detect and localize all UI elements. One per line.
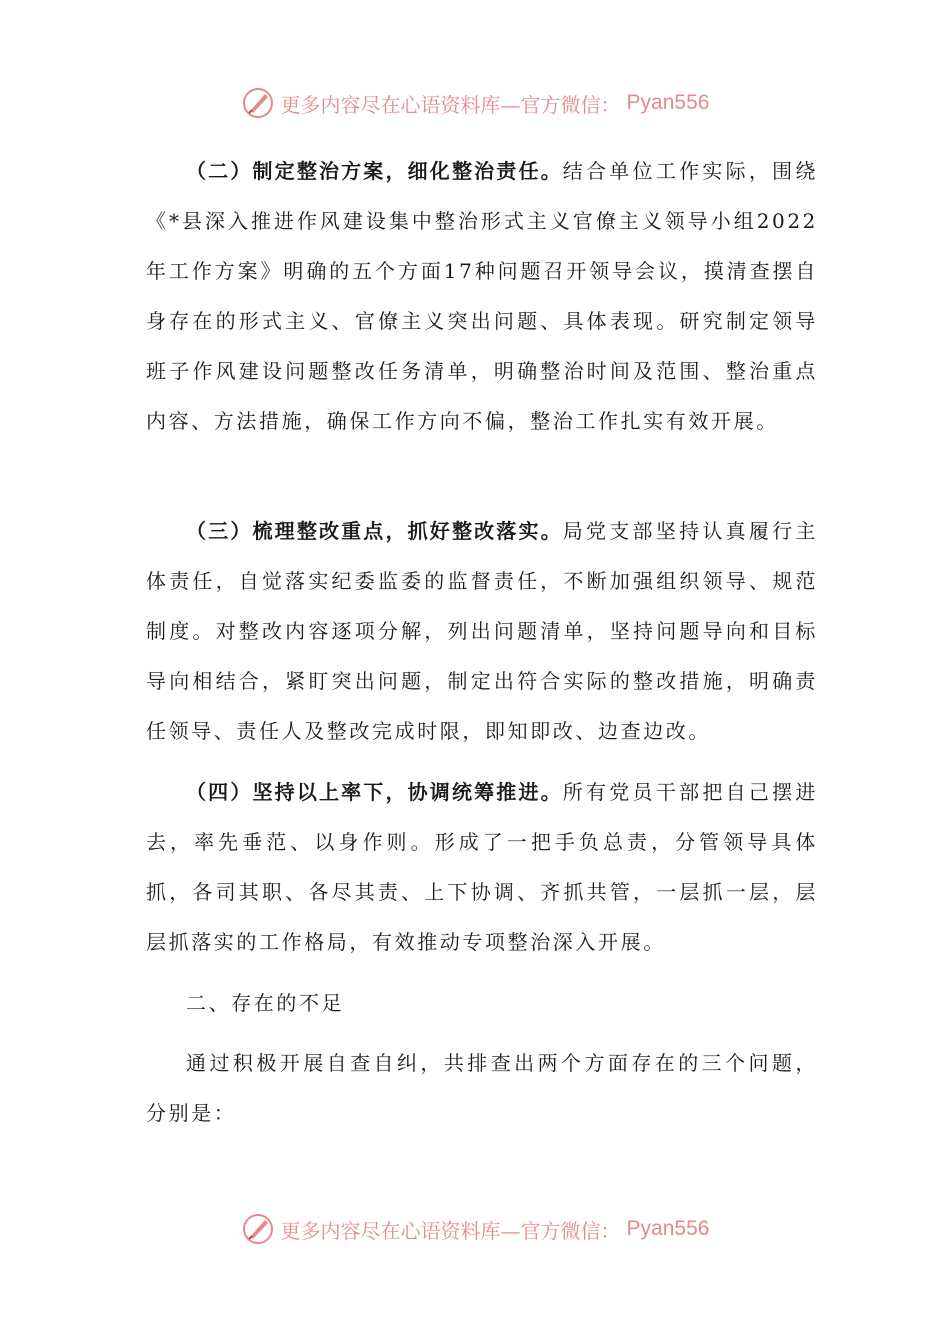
watermark-wechat-id: Pyan556	[626, 1217, 710, 1240]
section-4-heading: （四）坚持以上率下，协调统筹推进。	[186, 780, 563, 804]
section-3-heading: （三）梳理整改重点，抓好整改落实。	[186, 519, 563, 543]
section-2-heading: （二）制定整治方案，细化整治责任。	[186, 159, 563, 183]
paragraph-part-2-intro	[146, 1038, 818, 1138]
part-2-heading	[146, 978, 818, 1028]
part-2-intro-text: 通过积极开展自查自纠，共排查出两个方面存在的三个问题，分别是：	[146, 1051, 818, 1125]
watermark-wechat-id: Pyan556	[626, 91, 710, 114]
watermark-text: 更多内容尽在心语资料库—官方微信：	[280, 92, 621, 117]
watermark-header	[0, 86, 950, 120]
section-2-body: 结合单位工作实际，围绕《*县深入推进作风建设集中整治形式主义官僚主义领导小组2022年工作方案》明确的五个方面17种问题召开领导会议，摸清查摆自身存在的形式主义、官僚主义突出问题、具体表现。研究制定领导班子作风建设问题整改任务清单，明确整治时间及范围、整治重点内容、方法措施，确保工作方向不偏，整治工作扎实有效开展。	[146, 159, 818, 433]
quill-pen-icon	[241, 1212, 275, 1246]
watermark-text: 更多内容尽在心语资料库—官方微信：	[280, 1218, 621, 1243]
paragraph-section-4	[146, 767, 818, 967]
section-4-body: 所有党员干部把自己摆进去，率先垂范、以身作则。形成了一把手负总责，分管领导具体抓，各司其职、各尽其责、上下协调、齐抓共管，一层抓一层，层层抓落实的工作格局，有效推动专项整治深入开展。	[146, 780, 818, 954]
part-2-heading-text: 二、存在的不足	[186, 991, 345, 1015]
quill-pen-icon	[241, 86, 275, 120]
paragraph-section-3	[146, 506, 818, 756]
watermark-footer	[0, 1212, 950, 1246]
section-3-body: 局党支部坚持认真履行主体责任，自觉落实纪委监委的监督责任，不断加强组织领导、规范制度。对整改内容逐项分解，列出问题清单，坚持问题导向和目标导向相结合，紧盯突出问题，制定出符合实际的整改措施，明确责任领导、责任人及整改完成时限，即知即改、边查边改。	[146, 519, 818, 743]
paragraph-section-2	[146, 146, 818, 446]
